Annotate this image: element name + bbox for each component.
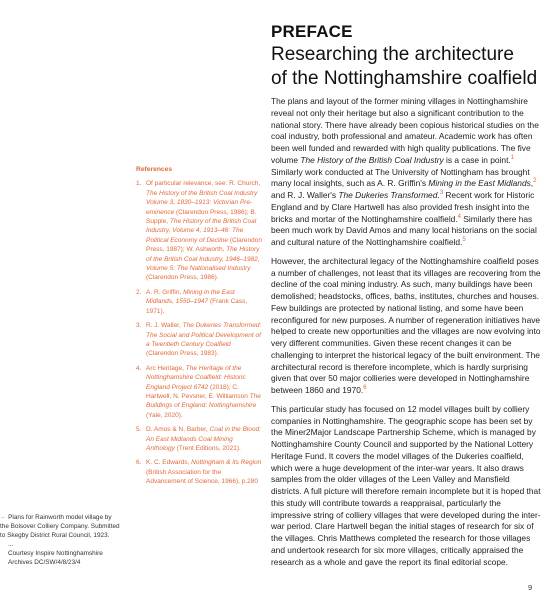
book-title: The History of the British Coal Industry, 1946–1982, Volume 5: The Nationalised Industry <box>146 246 260 273</box>
reference-item <box>136 458 262 486</box>
reference-item <box>136 288 262 316</box>
text-run: (Frank Cass, 1971). <box>146 298 248 315</box>
text-run: (Yale, 2020). <box>146 411 183 419</box>
book-title: The Buildings of England: Nottinghamshire <box>146 392 261 410</box>
reference-number: 2. <box>136 288 142 296</box>
book-title: The Heritage of the Nottinghamshire Coalfield: Historic England Project 6742 <box>146 364 246 391</box>
caption-credit: Courtesy Inspire Nottinghamshire Archives DC/SW/4/8/23/4 <box>8 550 103 566</box>
text-run: Of particular relevance, see: R. Church, <box>146 180 261 188</box>
body-text <box>271 96 541 575</box>
arrow-left-icon: ← <box>0 514 7 521</box>
book-title: The Dukeries Transformed <box>338 190 438 200</box>
footnote-marker[interactable]: 6 <box>363 385 367 392</box>
paragraph-3: This particular study has focused on 12 model villages built by colliery companies in Nottinghamshire. The geographic scope has been set by the Miner2Major Landscape Partnership Scheme, which is managed by Nottinghamshire County Council and supported by the National Lottery Heritage Fund. It covers the model villages of the Dukeries coalfield, which were a huge development of the inter-war years. It also draws samples from the older villages of the Leen Valley and Mansfield districts. A full picture will therefore remain incomplete but it is hoped that this study will contribute towards a reappraisal, particularly the impressive string of colliery villages that were developed during the inter-war period. Clare Hartwell began the initial stages of research for six of the villages. Chris Matthews completed the research for those villages and undertook research for six more villages, critically appraised the research as a whole and gave the report its final editorial scope. <box>271 403 541 567</box>
text-run: Similarly there has been much work by David Amos and many local historians on the social and cultural nature of the Nottinghamshire coalfield. <box>271 213 537 247</box>
footnote-marker[interactable]: 3 <box>439 190 444 197</box>
reference-number: 1. <box>136 180 142 188</box>
reference-number: 5. <box>136 426 142 434</box>
book-title: The History of the British Coal Industry Volume 3, 1830–1913: Victorian Pre-eminence <box>146 189 258 216</box>
page-heading <box>271 22 541 91</box>
reference-item <box>136 179 262 282</box>
text-run: The plans and layout of the former mining villages in Nottinghamshire reveal not only their heritage but also a significant contribution to the national story. There have already been copious historical studies on the coal industry, both professional and amateur. Academic work has often been well funded and rewarded with high quality publications. The five volume <box>271 96 539 165</box>
footnote-marker[interactable]: 5 <box>462 237 466 244</box>
reference-number: 3. <box>136 322 142 330</box>
references-list <box>136 179 262 486</box>
reference-number: 4. <box>136 364 142 372</box>
footnote-marker[interactable]: 2 <box>533 178 537 185</box>
text-run: and R. J. Waller's <box>271 190 339 200</box>
book-title: Mining in the East Midlands <box>428 178 531 189</box>
paragraph-2 <box>271 256 541 397</box>
caption-ellipsis: ... <box>8 541 14 548</box>
book-title: The History of the British Coal Industry <box>300 154 444 165</box>
paragraph-1 <box>271 96 541 249</box>
text-run: Arc Heritage, <box>146 364 186 372</box>
text-run: A. R. Griffin, <box>146 288 184 296</box>
text-run: (Clarendon Press, 1986). <box>146 274 219 282</box>
reference-item <box>136 425 262 453</box>
text-run: However, the architectural legacy of the Nottinghamshire coalfield poses a number of challenges, not least that its villages are recovering from the decline of the coal mining industry. As such, many buildings have been demolished; headstocks, offices, baths, institutes, churches and houses. Few buildings are protected by national listing, and some have been reconfigured for new purposes. A number of regeneration initiatives have helped to create new opportunities and the villages are now evolving into very different communities. Given these recent changes it can be challenging to interpret the historical legacy of the built environment. The architectural record is therefore incomplete, which is hardly surprising given that over 50 major collieries were developed in Nottinghamshire between 1860 and 1970. <box>271 255 541 395</box>
text-run: is a case in point. <box>443 154 511 165</box>
references-title: References <box>136 166 173 173</box>
reference-item <box>136 321 262 359</box>
figure-caption <box>0 513 120 567</box>
reference-item <box>136 364 262 420</box>
text-run: (Trent Editions, 2021). <box>174 444 241 452</box>
text-run: K. C. Edwards, <box>146 459 192 467</box>
book-title: Nottingham & its Region <box>191 459 262 467</box>
text-run: Recent work for Historic England and by Clare Hartwell has also provided fresh insight into the bricks and mortar of the Nottinghamshire coalfield. <box>271 190 535 224</box>
text-run: (2018); C. Hartwell, N. Pevsner, E. Williamson <box>146 383 250 400</box>
text-run: Similarly work conducted at The University of Nottingham has brought many local insights, such as A. R. Griffin's <box>271 166 530 189</box>
reference-number: 6. <box>136 459 142 467</box>
footnote-marker[interactable]: 4 <box>457 213 462 220</box>
caption-text: Plans for Rainworth model village by the Bolsover Colliery Company. Submitted to Skegby District Rural Council, 1923. <box>0 514 120 539</box>
page-number: 9 <box>528 583 533 592</box>
book-title: The Dukeries Transformed: The Social and Political Development of a Twentieth Century Coalfield <box>146 322 262 348</box>
text-run: (Clarendon Press, 1987); W. Ashworth, <box>146 236 262 254</box>
page-title-line-1: Researching the architecture <box>271 44 514 65</box>
page-title <box>271 43 541 91</box>
references-sidebar <box>136 165 262 492</box>
text-run: (British Association for the Advancement of Science, 1966), p.280 <box>146 468 259 486</box>
footnote-marker[interactable]: 1 <box>510 154 515 161</box>
text-run: , <box>530 178 534 189</box>
text-run: D. Amos & N. Barber, <box>146 426 210 434</box>
text-run: . <box>437 190 440 200</box>
book-title: Mining in the East Midlands, 1550–1947 <box>146 288 235 306</box>
page-title-line-2: of the Nottinghamshire coalfield <box>271 68 538 89</box>
book-title: The History of the British Coal Industry, Volume 4, 1913–46: The Political Economy of Decline <box>146 218 257 244</box>
book-title: Coal in the Blood: An East Midlands Coal Mining Anthology <box>146 426 261 452</box>
section-kicker: PREFACE <box>271 22 353 41</box>
text-run: (Clarendon Press, 1986); B. Supple, <box>146 208 257 226</box>
text-run: (Clarendon Press, 1983). <box>146 350 219 358</box>
text-run: R. J. Waller, <box>146 322 183 330</box>
